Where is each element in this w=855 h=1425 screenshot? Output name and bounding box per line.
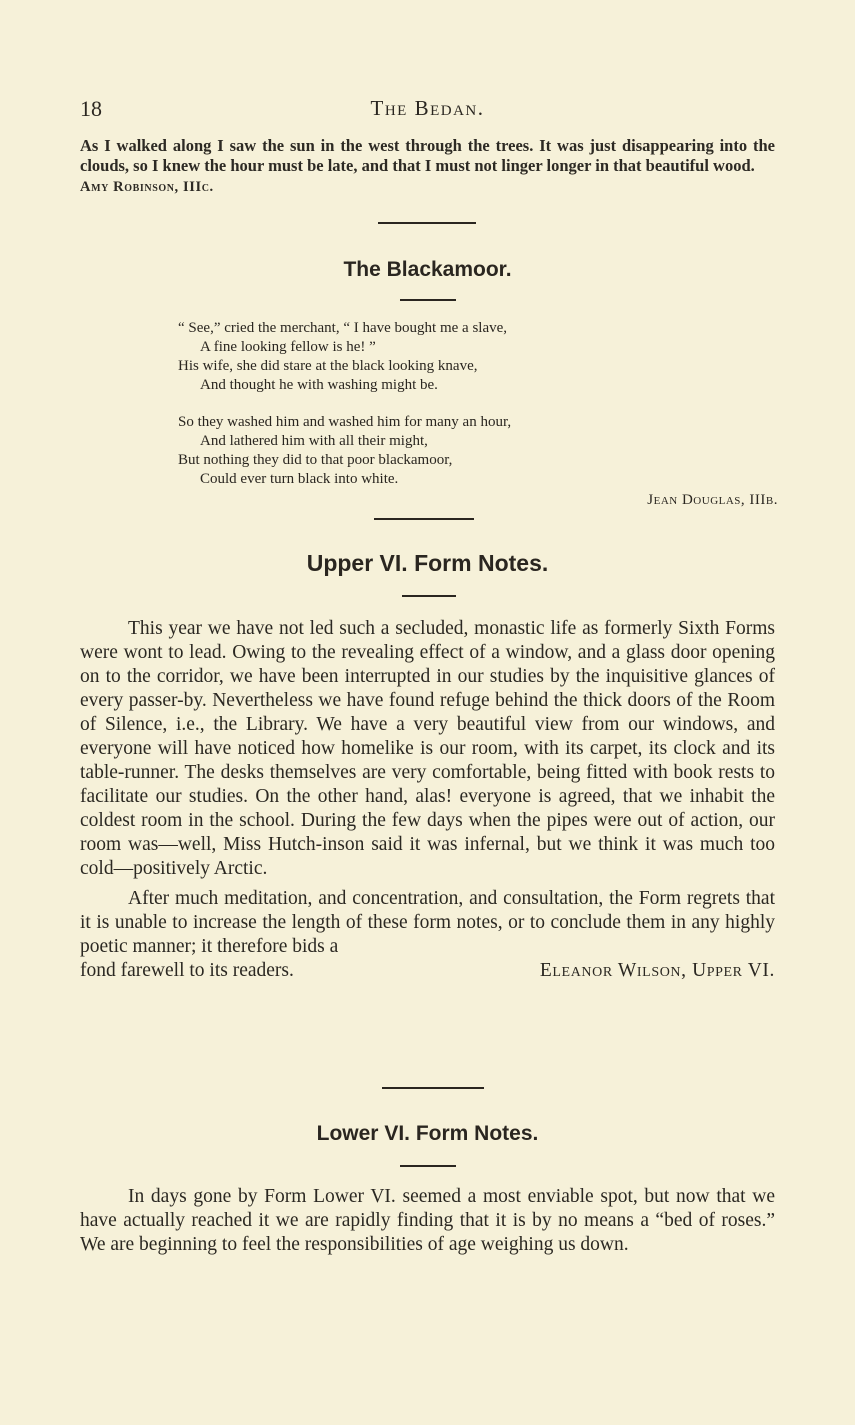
poem-line: And lathered him with all their might, [200,433,428,449]
lower-vi-paragraph: In days gone by Form Lower VI. seemed a most enviable spot, but now that we have actually reached it we are rapidly finding that it is by no means a “bed of roses.” We are beginning to feel the responsibilities of age weighing us down. [80,1186,775,1255]
poem [178,319,778,510]
poem-line: Could ever turn black into white. [200,471,399,487]
upper-vi-title: Upper VI. Form Notes. [306,550,549,576]
upper-vi-notes [80,617,775,983]
divider-rule [378,222,476,224]
intro-signature: Amy Robinson, IIIc. [80,179,214,195]
poem-line: His wife, she did stare at the black looking knave, [178,358,478,374]
upper-vi-final-line [80,959,775,983]
upper-vi-closing-end: fond farewell to its readers. [80,960,294,981]
upper-vi-paragraph: This year we have not led such a secluded, monastic life as formerly Sixth Forms were wont to lead. Owing to the revealing effect of a window, and a glass door opening on to the corridor, we have been interrupted in our studies by the inquisitive glances of every passer-by. Nevertheless we have found refuge behind the thick doors of the Room of Silence, i.e., the Library. We have a very beautiful view from our windows, and everyone will have noticed how homelike is our room, with its carpet, its clock and its table-runner. The desks themselves are very comfortable, being fitted with book rests to facilitate our studies. On the other hand, alas! everyone is agreed, that we inhabit the coldest room in the school. During the few days when the pipes were out of action, our room was—well, Miss Hutch-inson said it was infernal, but we think it was much too cold—positively Arctic. [80,618,775,879]
upper-vi-paragraph [80,887,775,959]
title-underline [402,595,456,597]
intro-section [80,136,775,198]
intro-paragraph: As I walked along I saw the sun in the west through the trees. It was just disappearing into the clouds, so I knew the hour must be late, and that I must not linger longer in that beautiful wood. [80,136,775,175]
upper-vi-signature: Eleanor Wilson, Upper VI. [539,960,775,981]
divider-rule [382,1087,484,1089]
poem-line: “ See,” cried the merchant, “ I have bought me a slave, [178,320,508,336]
poem-line: But nothing they did to that poor blackamoor, [178,452,453,468]
poem-line: So they washed him and washed him for many an hour, [178,414,512,430]
title-underline [400,1165,456,1167]
divider-rule [374,518,474,520]
poem-signature: Jean Douglas, IIIb. [647,492,778,508]
page-number: 18 [80,96,102,121]
running-title: The Bedan. [370,96,485,120]
title-underline [400,299,456,301]
page-header [80,96,775,126]
poem-title: The Blackamoor. [343,258,512,281]
poem-line: And thought he with washing might be. [200,377,438,393]
poem-stanza [178,319,778,395]
lower-vi-title: Lower VI. Form Notes. [316,1122,539,1145]
upper-vi-closing-text: After much meditation, and concentration, and consultation, the Form regrets that it is unable to increase the length of these form notes, or to conclude them in any highly poetic manner; it therefore bids a [80,888,775,957]
poem-stanza [178,413,778,489]
lower-vi-notes [80,1185,775,1257]
poem-line: A fine looking fellow is he! ” [200,339,376,355]
